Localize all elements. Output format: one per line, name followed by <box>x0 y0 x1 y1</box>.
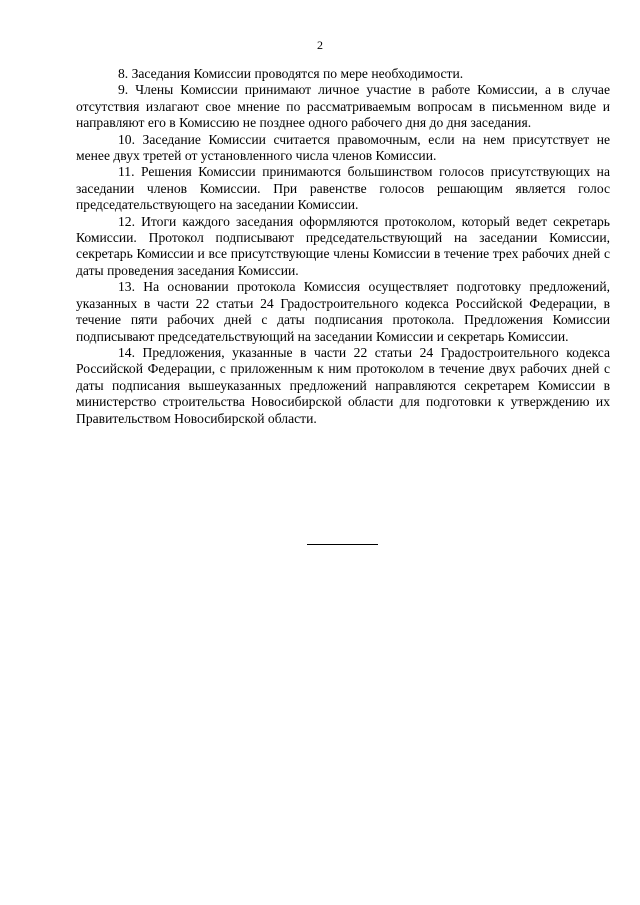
paragraph-9: 9. Члены Комиссии принимают личное участие в работе Комиссии, а в случае отсутствия излагают свое мнение по рассматриваемым вопросам в письменном виде и направляют его в Комиссию не позднее одного рабочего дня до дня заседания. <box>76 82 610 131</box>
closing-rule-divider <box>307 544 378 545</box>
paragraph-12: 12. Итоги каждого заседания оформляются протоколом, который ведет секретарь Комиссии. Протокол подписывают председательствующий на заседании Комиссии, секретарь Комиссии и все присутствующие члены Комиссии в течение трех рабочих дней с даты проведения заседания Комиссии. <box>76 213 610 278</box>
paragraph-13: 13. На основании протокола Комиссия осуществляет подготовку предложений, указанных в части 22 статьи 24 Градостроительного кодекса Российской Федерации, в течение пяти рабочих дней с даты подписания протокола. Предложения Комиссии подписывают председательствующий на заседании Комиссии и секретарь Комиссии. <box>76 279 610 344</box>
paragraph-14: 14. Предложения, указанные в части 22 статьи 24 Градостроительного кодекса Российской Федерации, с приложенным к ним протоколом в течение двух рабочих дней с даты подписания вышеуказанных предложений направляются секретарем Комиссии в министерство строительства Новосибирской области для подготовки к утверждению их Правительством Новосибирской области. <box>76 344 610 426</box>
paragraph-8: 8. Заседания Комиссии проводятся по мере необходимости. <box>118 66 464 81</box>
paragraph-10: 10. Заседание Комиссии считается правомочным, если на нем присутствует не менее двух третей от установленного числа членов Комиссии. <box>76 131 610 164</box>
paragraph-11: 11. Решения Комиссии принимаются большинством голосов присутствующих на заседании членов Комиссии. При равенстве голосов решающим является голос председательствующего на заседании Комиссии. <box>76 164 610 213</box>
document-body <box>76 66 610 427</box>
page-number: 2 <box>317 38 323 52</box>
